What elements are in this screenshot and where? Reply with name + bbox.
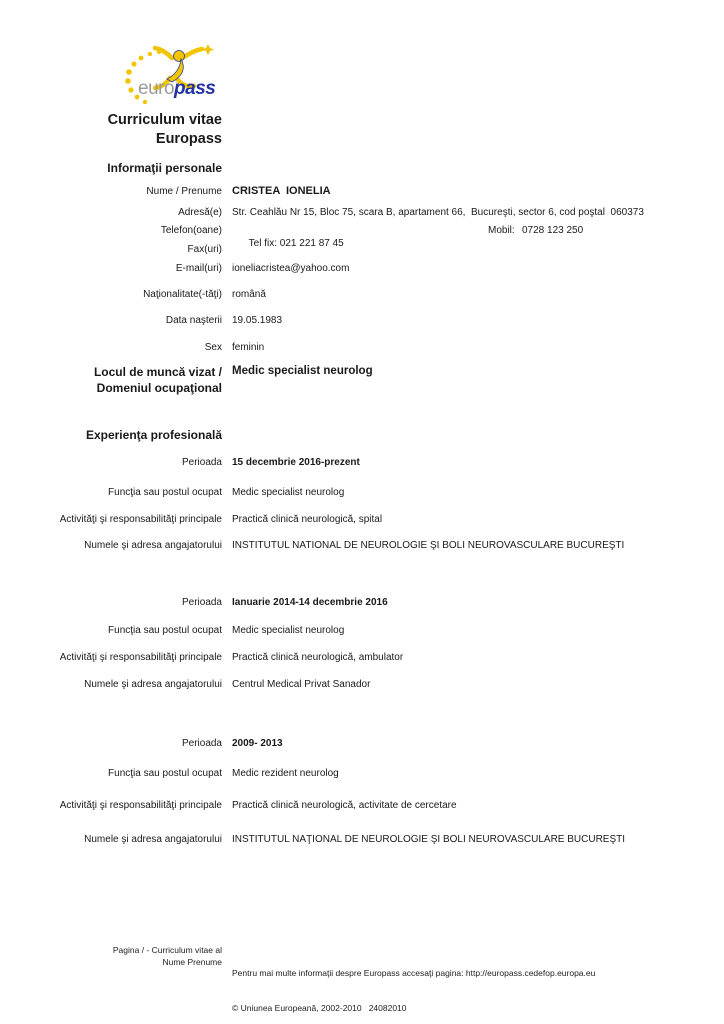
address-value: Str. Ceahlău Nr 15, Bloc 75, scara B, apartament 66, Bucureşti, sector 6, cod poştal 060373: [232, 207, 644, 218]
footer-name-line: Nume Prenume: [162, 956, 222, 967]
page-footer: [0, 945, 724, 1024]
exp1-position-value: Medic specialist neurolog: [232, 487, 345, 498]
position-label: Funcţia sau postul ocupat: [108, 487, 222, 498]
exp2-row-employer: [0, 678, 724, 691]
row-phone: [0, 224, 724, 289]
exp1-employer-value: INSTITUTUL NATIONAL DE NEUROLOGIE ŞI BOLI NEUROVASCULARE BUCUREŞTI: [232, 540, 625, 551]
activities-label: Activităţi şi responsabilităţi principale: [59, 652, 222, 663]
logo-pass-text: pass: [174, 78, 216, 99]
exp3-row-activities: [0, 799, 724, 812]
exp2-row-activities: [0, 651, 724, 664]
footer-copyright-line: © Uniunea Europeană, 2002-2010 24082010: [232, 1002, 407, 1013]
name-value: CRISTEA IONELIA: [232, 185, 331, 197]
phone-fixed-value: Tel fix: 021 221 87 45: [248, 238, 344, 249]
phone-value: [232, 224, 724, 289]
activities-label: Activităţi şi responsabilităţi principale: [59, 800, 222, 811]
employer-label: Numele şi adresa angajatorului: [84, 834, 222, 845]
logo-euro-text: euro: [138, 78, 175, 99]
footer-info-line: Pentru mai multe informaţii despre Europass accesaţi pagina: http://europass.cedefop.europa.eu: [232, 968, 596, 978]
section-heading-personal: Informaţii personale: [107, 161, 222, 175]
desired-job-value: Medic specialist neurolog: [232, 365, 373, 377]
title-line-2: Europass: [155, 131, 222, 147]
period-label: Perioada: [181, 738, 222, 749]
desired-job-label-line1: Locul de muncă vizat /: [93, 365, 222, 379]
exp2-row-position: [0, 624, 724, 637]
period-label: Perioada: [181, 597, 222, 608]
activities-label: Activităţi şi responsabilităţi principale: [59, 514, 222, 525]
name-label: Nume / Prenume: [146, 186, 222, 197]
desired-job-label: [0, 364, 222, 396]
email-label: E-mail(uri): [175, 263, 222, 274]
sex-label: Sex: [204, 342, 222, 353]
exp1-activities-value: Practică clinică neurologică, spital: [232, 514, 383, 525]
birthdate-label: Data naşterii: [165, 315, 222, 326]
exp1-row-employer: [0, 539, 724, 552]
employer-label: Numele şi adresa angajatorului: [84, 540, 222, 551]
row-address: [0, 206, 724, 219]
exp2-employer-value: Centrul Medical Privat Sanador: [232, 679, 371, 690]
europass-wordmark: [138, 78, 215, 100]
position-label: Funcţia sau postul ocupat: [108, 625, 222, 636]
row-sex: [0, 341, 724, 354]
footer-left: [0, 945, 222, 968]
exp2-row-period: [0, 596, 724, 609]
exp2-activities-value: Practică clinică neurologică, ambulator: [232, 652, 404, 663]
page-title: [0, 111, 222, 149]
employer-label: Numele şi adresa angajatorului: [84, 679, 222, 690]
row-nationality: [0, 288, 724, 301]
exp3-period-value: 2009- 2013: [232, 738, 283, 749]
section-heading-experience: Experienţa profesională: [85, 428, 222, 442]
desired-job-label-line2: Domeniul ocupaţional: [96, 381, 222, 395]
row-fax: [0, 243, 724, 256]
sex-value: feminin: [232, 342, 265, 353]
nationality-value: română: [232, 289, 266, 300]
phone-label: Telefon(oane): [160, 225, 222, 236]
exp1-period-value: 15 decembrie 2016-prezent: [232, 457, 360, 468]
nationality-label: Naţionalitate(-tăţi): [143, 289, 222, 300]
title-line-1: Curriculum vitae: [107, 112, 222, 128]
exp2-position-value: Medic specialist neurolog: [232, 625, 345, 636]
row-birthdate: [0, 314, 724, 327]
europass-logo: [118, 44, 236, 108]
email-value: ioneliacristea@yahoo.com: [232, 263, 350, 274]
footer-right: [232, 945, 724, 1024]
row-email: [0, 262, 724, 275]
exp3-activities-value: Practică clinică neurologică, activitate de cercetare: [232, 800, 457, 811]
row-desired-job: [0, 364, 724, 396]
footer-page-line: Pagina / - Curriculum vitae al: [112, 945, 222, 955]
exp2-period-value: Ianuarie 2014-14 decembrie 2016: [232, 597, 388, 608]
exp3-row-period: [0, 737, 724, 750]
birthdate-value: 19.05.1983: [232, 315, 283, 326]
row-name: [0, 185, 724, 198]
period-label: Perioada: [181, 457, 222, 468]
fax-label: Fax(uri): [187, 244, 222, 255]
address-label: Adresă(e): [178, 207, 222, 218]
mobile-value: 0728 123 250: [522, 225, 584, 236]
mobile-label: Mobil:: [488, 225, 515, 236]
exp3-row-position: [0, 767, 724, 780]
exp1-row-position: [0, 486, 724, 499]
exp3-row-employer: [0, 833, 724, 846]
exp1-row-period: [0, 456, 724, 469]
exp3-employer-value: INSTITUTUL NAŢIONAL DE NEUROLOGIE ŞI BOLI NEUROVASCULARE BUCUREŞTI: [232, 834, 626, 845]
exp3-position-value: Medic rezident neurolog: [232, 768, 339, 779]
position-label: Funcţia sau postul ocupat: [108, 768, 222, 779]
exp1-row-activities: [0, 513, 724, 526]
